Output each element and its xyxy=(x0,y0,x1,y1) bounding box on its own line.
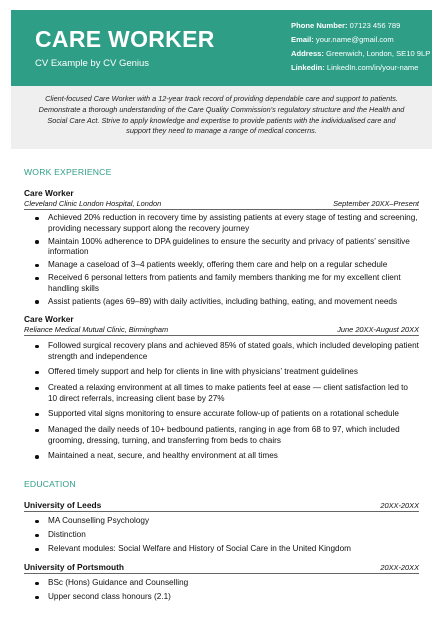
education-bullets xyxy=(24,516,419,558)
contact-value: your.name@gmail.com xyxy=(315,35,394,44)
contact-label: Email: xyxy=(291,35,314,44)
contact-email xyxy=(291,36,430,50)
list-item: Achieved 20% reduction in recovery time by assisting patients at every stage of testing and screening, providing necessary support along the recovery journey xyxy=(24,213,419,234)
education-entry xyxy=(24,500,419,510)
contact-label: Phone Number: xyxy=(291,21,348,30)
education-bullets xyxy=(24,578,419,606)
contact-linkedin xyxy=(291,64,430,78)
list-item: Maintained a neat, secure, and healthy environment at all times xyxy=(24,451,419,462)
school-name: University of Leeds xyxy=(24,500,102,510)
list-item: Offered timely support and help for clients in line with physicians’ treatment guidelines xyxy=(24,367,419,378)
section-heading-experience: WORK EXPERIENCE xyxy=(24,167,112,177)
list-item: Created a relaxing environment at all times to make patients feel at ease — client satisfaction led to 10 direct referrals, increasing client base by 27% xyxy=(24,383,419,404)
header-banner xyxy=(11,10,432,86)
list-item: Managed the daily needs of 10+ bedbound patients, ranging in age from 68 to 97, which included grooming, dressing, turning, and transferring from beds to chairs xyxy=(24,425,419,446)
list-item: Assist patients (ages 69–89) with daily activities, including bathing, eating, and movement needs xyxy=(24,297,419,308)
education-entry xyxy=(24,562,419,572)
divider xyxy=(24,335,419,336)
school-name: University of Portsmouth xyxy=(24,562,125,572)
page-subtitle: CV Example by CV Genius xyxy=(35,58,150,69)
contact-address xyxy=(291,50,430,64)
job-employer: Reliance Medical Mutual Clinic, Birmingham xyxy=(24,325,169,334)
contact-value: 07123 456 789 xyxy=(349,21,401,30)
profile-summary: Client-focused Care Worker with a 12-year track record of providing dependable care and support to patients. Demonstrate a thorough understanding of the Care Quality Commission’s regulatory structure and the Health and Social Care Act. Strive to apply knowledge and expertise to provide patients with the individualised care and support they need to manage a range of medical concerns. xyxy=(11,86,432,149)
list-item: Relevant modules: Social Welfare and History of Social Care in the United Kingdom xyxy=(24,544,419,555)
section-heading-education: EDUCATION xyxy=(24,479,76,489)
divider xyxy=(24,209,419,210)
contact-phone xyxy=(291,22,430,36)
list-item: Manage a caseload of 3–4 patients weekly, offering them care and help on a regular schedule xyxy=(24,260,419,271)
divider xyxy=(24,511,419,512)
education-dates: 20XX-20XX xyxy=(380,501,419,510)
job-title: Care Worker xyxy=(24,314,74,324)
job-meta xyxy=(24,325,419,334)
list-item: Supported vital signs monitoring to ensure accurate follow-up of patients on a rotational schedule xyxy=(24,409,419,420)
job-title: Care Worker xyxy=(24,188,74,198)
list-item: Received 6 personal letters from patients and family members thanking me for my excellent client handling skills xyxy=(24,273,419,294)
page-title: CARE WORKER xyxy=(35,26,215,52)
contact-value: LinkedIn.com/in/your-name xyxy=(326,63,419,72)
job-employer: Cleveland Clinic London Hospital, London xyxy=(24,199,162,208)
contact-details xyxy=(291,22,430,78)
list-item: Upper second class honours (2.1) xyxy=(24,592,419,603)
list-item: Followed surgical recovery plans and achieved 85% of stated goals, which included developing patient strength and independence xyxy=(24,341,419,362)
divider xyxy=(24,573,419,574)
list-item: Distinction xyxy=(24,530,419,541)
list-item: BSc (Hons) Guidance and Counselling xyxy=(24,578,419,589)
contact-value: Greenwich, London, SE10 9LP xyxy=(326,49,431,58)
job-meta xyxy=(24,199,419,208)
job-dates: September 20XX–Present xyxy=(333,199,419,208)
list-item: MA Counselling Psychology xyxy=(24,516,419,527)
education-dates: 20XX-20XX xyxy=(380,563,419,572)
job-bullets xyxy=(24,341,419,467)
contact-label: Address: xyxy=(291,49,324,58)
job-dates: June 20XX-August 20XX xyxy=(337,325,419,334)
list-item: Maintain 100% adherence to DPA guidelines to ensure the security and privacy of patients’ sensitive information xyxy=(24,237,419,258)
contact-label: Linkedin: xyxy=(291,63,325,72)
job-bullets xyxy=(24,213,419,310)
